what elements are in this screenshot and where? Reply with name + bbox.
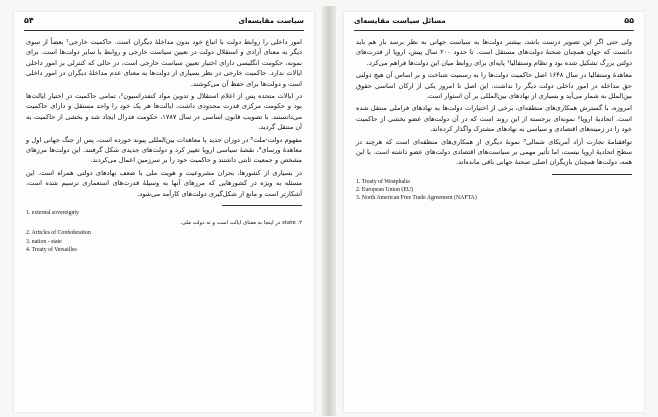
footnote: 1. external sovereignty <box>26 210 79 217</box>
running-title: مسائل سیاست مقایسه‌ای <box>354 16 446 25</box>
footnote-divider <box>222 205 302 206</box>
paragraph: توافقنامهٔ تجارت آزاد آمریکای شمالی³ نمونهٔ دیگری از همکاری‌های منطقه‌ای است که هرچند در سطح اتحادیهٔ اروپا نیست، اما تأثیر مهمی بر سیاست‌های اقتصادی دولت‌های عضو داشته است. با این همه، دولت‌ها همچنان بازیگران اصلی صحنهٔ جهانی باقی مانده‌اند. <box>356 137 632 167</box>
right-page-body <box>356 37 632 168</box>
footnote-divider <box>552 174 632 175</box>
footnotes <box>356 178 632 203</box>
footnote: 4. Treaty of Versailles <box>26 246 77 253</box>
footnote: 2. European Union (EU) <box>356 187 413 194</box>
left-page <box>14 12 314 412</box>
right-page-header <box>354 16 634 31</box>
paragraph: امروزه، با گسترش همکاری‌های منطقه‌ای، برخی از اختیارات دولت‌ها به نهادهای فراملی منتقل شده است. اتحادیهٔ اروپا² نمونه‌ای برجسته از این روند است که در آن دولت‌های عضو بخشی از حاکمیت خود را در زمینه‌های اقتصادی و سیاسی به نهادهای مشترک واگذار کرده‌اند. <box>356 104 632 134</box>
footnote: 1. Treaty of Westphalia <box>356 178 410 185</box>
page-number: ۵۴ <box>24 16 34 25</box>
footnote: 2. Articles of Confederation <box>26 230 91 237</box>
right-page <box>344 12 644 412</box>
footnote-note: ۲. state در اینجا به معنای ایالت است و نه دولت ملی. <box>180 220 302 227</box>
paragraph: معاهدهٔ وستفالیا در سال ۱۶۴۸ اصل حاکمیت دولت‌ها را به رسمیت شناخت و بر اساس آن هیچ دولتی حق مداخله در امور داخلی دولت دیگر را نداشت. این اصل تا امروز یکی از ارکان اساسی حقوق بین‌الملل به شمار می‌آید و بسیاری از نهادهای بین‌المللی بر آن استوار است. <box>356 71 633 101</box>
paragraph: ولی حتی اگر این تصویر درست باشد، بیشتر دولت‌ها به سیاست جهانی به نظر برسد باز هم باید دانست که جهان همچنان صحنهٔ دولت‌های مستقل است. تا حدود ۲۰۰ سال پیش، اروپا از قدرت‌های دولتی بزرگ تشکیل شده بود و نظام وستفالیا¹ پایه‌ای برای روابط میان این دولت‌ها فراهم می‌کرد. <box>356 38 632 67</box>
book-gutter <box>322 6 336 416</box>
paragraph: امور داخلی را روابط دولت با اتباع خود بدون مداخلهٔ دیگران است. حاکمیت خارجی¹ بعضاً از سوی دیگر به معنای آزادی و استقلال دولت در تعیین سیاست خارجی و روابط با سایر دولت‌ها است. برای نمونه، حکومت انگلیسی دارای اختیار تعیین سیاست خارجی است، در حالی که کنترلی بر امور داخلی ایالات ندارد. حاکمیت خارجی در نظر بسیاری از دولت‌ها به معنای عدم مداخلهٔ دیگران در امور داخلی است و دولت‌ها برای حفظ آن می‌کوشند. <box>26 38 302 88</box>
paragraph: مفهوم دولت-ملت³ در دوران جدید با معاهدات بین‌المللی پیوند خورده است. پس از جنگ جهانی اول و معاهدهٔ ورسای⁴، نقشهٔ سیاسی اروپا تغییر کرد و دولت‌های جدیدی شکل گرفتند. این دولت‌ها مرزهای مشخص و جمعیت ثابتی داشتند و حاکمیت خود را بر سرزمین اعمال می‌کردند. <box>26 135 303 165</box>
left-page-header <box>24 16 304 31</box>
running-title: سیاست مقایسه‌ای <box>238 16 304 25</box>
left-page-body <box>26 37 302 199</box>
page-number: ۵۵ <box>624 16 634 25</box>
footnote: 3. nation - state <box>26 238 62 245</box>
footnotes <box>26 209 302 254</box>
paragraph: در ایالات متحده پس از اعلام استقلال و تدوین مواد کنفدراسیون²، تمامی حاکمیت در اختیار ایالت‌ها بود و حکومت مرکزی قدرت محدودی داشت. ایالت‌ها هر یک خود را واحد مستقل و دارای حاکمیت می‌دانستند. با تصویب قانون اساسی در سال ۱۷۸۷، حکومت فدرال ایجاد شد و بخشی از حاکمیت به آن منتقل گردید. <box>26 92 302 132</box>
paragraph: در بسیاری از کشورها، بحران مشروعیت و هویت ملی با ضعف نهادهای دولتی همراه است. این مسئله به ویژه در کشورهایی که مرزهای آنها به وسیلهٔ قدرت‌های استعماری ترسیم شده است، آشکارتر است و مانع از شکل‌گیری دولت‌های کارآمد می‌شود. <box>26 168 302 198</box>
footnote: 3. North American Free Trade Agreement (NAFTA) <box>356 195 477 202</box>
